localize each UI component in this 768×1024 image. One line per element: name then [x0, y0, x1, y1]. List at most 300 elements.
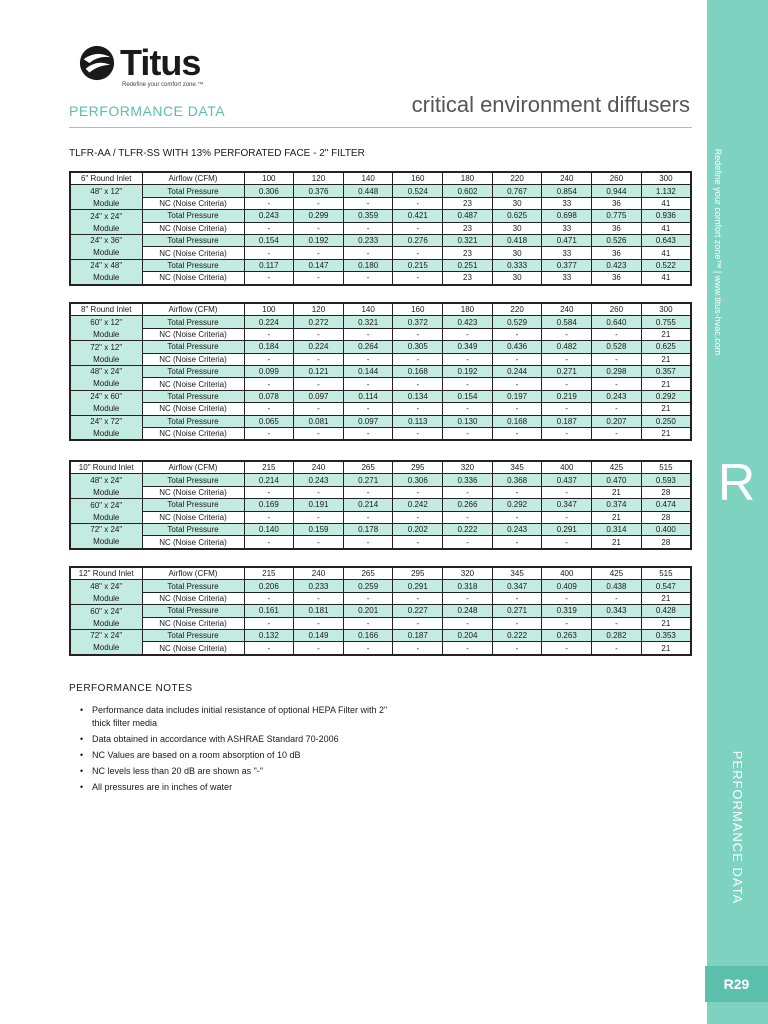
- row-label-noise-criteria: NC (Noise Criteria): [142, 353, 244, 365]
- nc-value: 21: [641, 328, 691, 340]
- pressure-value: 0.936: [641, 210, 691, 222]
- pressure-value: 0.602: [443, 185, 493, 197]
- table-row: [70, 499, 691, 511]
- pressure-value: 0.159: [294, 523, 344, 535]
- pressure-value: 0.276: [393, 234, 443, 246]
- inlet-label: 12" Round Inlet: [70, 567, 142, 580]
- pressure-value: 0.528: [592, 341, 642, 353]
- pressure-value: 0.233: [343, 234, 393, 246]
- pressure-value: 0.168: [393, 365, 443, 377]
- pressure-value: 0.298: [592, 365, 642, 377]
- airflow-value: 240: [542, 172, 592, 185]
- row-label-total-pressure: Total Pressure: [142, 365, 244, 377]
- logo-tagline: Redefine your comfort zone.™: [122, 82, 204, 88]
- nc-value: -: [443, 427, 493, 440]
- pressure-value: 0.336: [443, 474, 493, 486]
- nc-value: -: [393, 403, 443, 415]
- nc-value: -: [492, 592, 542, 604]
- airflow-value: 300: [641, 172, 691, 185]
- airflow-value: 160: [393, 303, 443, 316]
- nc-value: -: [343, 536, 393, 549]
- pressure-value: 0.305: [393, 341, 443, 353]
- nc-value: 41: [641, 222, 691, 234]
- performance-table: [69, 460, 692, 550]
- table-title: TLFR-AA / TLFR-SS WITH 13% PERFORATED FACE - 2" FILTER: [69, 148, 365, 159]
- airflow-value: 120: [294, 172, 344, 185]
- pressure-value: 0.767: [492, 185, 542, 197]
- pressure-value: 0.187: [393, 629, 443, 641]
- pressure-value: 0.178: [343, 523, 393, 535]
- airflow-value: 425: [592, 567, 642, 580]
- module-label: Module: [70, 536, 142, 549]
- logo-wordmark: Titus: [120, 42, 201, 83]
- pressure-value: 0.097: [343, 415, 393, 427]
- airflow-value: 180: [443, 303, 493, 316]
- pressure-value: 0.219: [542, 390, 592, 402]
- titus-logo: [78, 40, 218, 92]
- pressure-value: 0.448: [343, 185, 393, 197]
- pressure-value: 0.321: [343, 316, 393, 328]
- nc-value: 33: [542, 247, 592, 259]
- nc-value: -: [244, 272, 294, 285]
- note-item: • All pressures are in inches of water: [80, 781, 390, 794]
- nc-value: -: [492, 378, 542, 390]
- nc-value: -: [343, 511, 393, 523]
- nc-value: -: [294, 272, 344, 285]
- table-row: [70, 642, 691, 655]
- airflow-value: 515: [641, 567, 691, 580]
- row-label-total-pressure: Total Pressure: [142, 185, 244, 197]
- row-label-total-pressure: Total Pressure: [142, 259, 244, 271]
- nc-value: -: [492, 511, 542, 523]
- pressure-value: 0.377: [542, 259, 592, 271]
- row-label-noise-criteria: NC (Noise Criteria): [142, 222, 244, 234]
- nc-value: -: [542, 427, 592, 440]
- pressure-value: 0.187: [542, 415, 592, 427]
- nc-value: -: [393, 642, 443, 655]
- nc-value: -: [542, 486, 592, 498]
- nc-value: -: [343, 328, 393, 340]
- pressure-value: 0.214: [343, 499, 393, 511]
- airflow-value: 100: [244, 303, 294, 316]
- nc-value: 21: [641, 427, 691, 440]
- nc-value: -: [343, 486, 393, 498]
- pressure-value: 0.248: [443, 605, 493, 617]
- module-label: Module: [70, 247, 142, 259]
- pressure-value: 0.428: [641, 605, 691, 617]
- pressure-value: 0.233: [294, 580, 344, 592]
- airflow-value: 240: [542, 303, 592, 316]
- nc-value: 28: [641, 511, 691, 523]
- airflow-value: 300: [641, 303, 691, 316]
- airflow-value: 180: [443, 172, 493, 185]
- module-size: 24" x 48": [70, 259, 142, 271]
- module-size: 24" x 36": [70, 234, 142, 246]
- nc-value: -: [542, 378, 592, 390]
- nc-value: 36: [592, 272, 642, 285]
- module-label: Module: [70, 592, 142, 604]
- pressure-value: 0.400: [641, 523, 691, 535]
- airflow-label: Airflow (CFM): [142, 172, 244, 185]
- row-label-noise-criteria: NC (Noise Criteria): [142, 378, 244, 390]
- table-row: [70, 222, 691, 234]
- nc-value: -: [592, 642, 642, 655]
- nc-value: 30: [492, 247, 542, 259]
- page-title: critical environment diffusers: [411, 92, 690, 117]
- nc-value: 23: [443, 247, 493, 259]
- nc-value: -: [542, 328, 592, 340]
- performance-table: [69, 566, 692, 656]
- pressure-value: 0.169: [244, 499, 294, 511]
- pressure-value: 0.487: [443, 210, 493, 222]
- pressure-value: 0.271: [343, 474, 393, 486]
- pressure-value: 0.471: [542, 234, 592, 246]
- pressure-value: 0.192: [443, 365, 493, 377]
- pressure-value: 0.374: [592, 499, 642, 511]
- pressure-value: 0.207: [592, 415, 642, 427]
- airflow-value: 160: [393, 172, 443, 185]
- table-row: [70, 234, 691, 246]
- nc-value: -: [294, 353, 344, 365]
- module-label: Module: [70, 272, 142, 285]
- nc-value: -: [492, 536, 542, 549]
- pressure-value: 0.140: [244, 523, 294, 535]
- section-letter: R: [717, 454, 756, 512]
- table-row: [70, 272, 691, 285]
- pressure-value: 0.250: [641, 415, 691, 427]
- nc-value: -: [542, 592, 592, 604]
- nc-value: -: [492, 486, 542, 498]
- nc-value: -: [492, 427, 542, 440]
- row-label-noise-criteria: NC (Noise Criteria): [142, 536, 244, 549]
- pressure-value: 0.259: [343, 580, 393, 592]
- nc-value: -: [592, 353, 642, 365]
- row-label-total-pressure: Total Pressure: [142, 629, 244, 641]
- nc-value: -: [343, 247, 393, 259]
- note-item: • Performance data includes initial resistance of optional HEPA Filter with 2" thick filter media: [80, 704, 390, 730]
- pressure-value: 0.224: [244, 316, 294, 328]
- pressure-value: 0.347: [492, 580, 542, 592]
- nc-value: 21: [641, 378, 691, 390]
- nc-value: -: [294, 617, 344, 629]
- nc-value: -: [343, 378, 393, 390]
- note-item: • Data obtained in accordance with ASHRAE Standard 70-2006: [80, 733, 390, 746]
- pressure-value: 0.409: [542, 580, 592, 592]
- table-header-row: [70, 461, 691, 474]
- pressure-value: 0.547: [641, 580, 691, 592]
- table-row: [70, 185, 691, 197]
- row-label-noise-criteria: NC (Noise Criteria): [142, 197, 244, 209]
- nc-value: 23: [443, 197, 493, 209]
- nc-value: -: [343, 427, 393, 440]
- table-row: [70, 592, 691, 604]
- pressure-value: 0.372: [393, 316, 443, 328]
- pressure-value: 0.321: [443, 234, 493, 246]
- pressure-value: 0.593: [641, 474, 691, 486]
- nc-value: 33: [542, 222, 592, 234]
- airflow-value: 515: [641, 461, 691, 474]
- row-label-noise-criteria: NC (Noise Criteria): [142, 247, 244, 259]
- pressure-value: 0.227: [393, 605, 443, 617]
- nc-value: 41: [641, 197, 691, 209]
- nc-value: 21: [592, 536, 642, 549]
- pressure-value: 0.134: [393, 390, 443, 402]
- module-size: 60" x 12": [70, 316, 142, 328]
- pressure-value: 0.161: [244, 605, 294, 617]
- nc-value: -: [244, 197, 294, 209]
- nc-value: 36: [592, 247, 642, 259]
- nc-value: -: [343, 222, 393, 234]
- pressure-value: 0.202: [393, 523, 443, 535]
- nc-value: -: [393, 486, 443, 498]
- titus-swirl-icon: [78, 44, 116, 82]
- nc-value: -: [294, 486, 344, 498]
- performance-table: [69, 171, 692, 286]
- module-size: 72" x 24": [70, 629, 142, 641]
- airflow-value: 320: [443, 461, 493, 474]
- nc-value: -: [244, 511, 294, 523]
- pressure-value: 0.121: [294, 365, 344, 377]
- nc-value: -: [244, 592, 294, 604]
- nc-value: -: [443, 536, 493, 549]
- pressure-value: 0.197: [492, 390, 542, 402]
- row-label-noise-criteria: NC (Noise Criteria): [142, 486, 244, 498]
- nc-value: -: [343, 642, 393, 655]
- module-size: 24" x 60": [70, 390, 142, 402]
- table-row: [70, 474, 691, 486]
- nc-value: 23: [443, 222, 493, 234]
- pressure-value: 0.524: [393, 185, 443, 197]
- pressure-value: 0.130: [443, 415, 493, 427]
- table-header-row: [70, 172, 691, 185]
- pressure-value: 0.944: [592, 185, 642, 197]
- pressure-value: 0.263: [542, 629, 592, 641]
- nc-value: -: [542, 403, 592, 415]
- nc-value: -: [244, 378, 294, 390]
- module-label: Module: [70, 403, 142, 415]
- nc-value: 36: [592, 197, 642, 209]
- nc-value: -: [244, 536, 294, 549]
- pressure-value: 0.132: [244, 629, 294, 641]
- pressure-value: 0.222: [443, 523, 493, 535]
- nc-value: -: [294, 642, 344, 655]
- inlet-label: 10" Round Inlet: [70, 461, 142, 474]
- pressure-value: 0.306: [244, 185, 294, 197]
- nc-value: -: [343, 403, 393, 415]
- module-label: Module: [70, 642, 142, 655]
- pressure-value: 0.333: [492, 259, 542, 271]
- pressure-value: 0.343: [592, 605, 642, 617]
- pressure-value: 1.132: [641, 185, 691, 197]
- module-label: Module: [70, 222, 142, 234]
- pressure-value: 0.222: [492, 629, 542, 641]
- pressure-value: 0.154: [443, 390, 493, 402]
- pressure-value: 0.206: [244, 580, 294, 592]
- pressure-value: 0.078: [244, 390, 294, 402]
- pressure-value: 0.264: [343, 341, 393, 353]
- side-url-text: Redefine your comfort zone™ | www.titus-hvac.com: [713, 148, 723, 356]
- nc-value: -: [294, 197, 344, 209]
- module-label: Module: [70, 617, 142, 629]
- pressure-value: 0.292: [641, 390, 691, 402]
- pressure-value: 0.215: [393, 259, 443, 271]
- nc-value: -: [542, 511, 592, 523]
- airflow-value: 215: [244, 567, 294, 580]
- nc-value: -: [542, 353, 592, 365]
- pressure-value: 0.272: [294, 316, 344, 328]
- airflow-value: 240: [294, 461, 344, 474]
- table-row: [70, 617, 691, 629]
- notes-list: [80, 704, 390, 797]
- pressure-value: 0.271: [542, 365, 592, 377]
- table-header-row: [70, 303, 691, 316]
- pressure-value: 0.181: [294, 605, 344, 617]
- nc-value: -: [393, 353, 443, 365]
- nc-value: -: [343, 617, 393, 629]
- airflow-value: 140: [343, 303, 393, 316]
- pressure-value: 0.775: [592, 210, 642, 222]
- nc-value: 21: [592, 486, 642, 498]
- pressure-value: 0.584: [542, 316, 592, 328]
- nc-value: -: [393, 511, 443, 523]
- nc-value: -: [393, 247, 443, 259]
- pressure-value: 0.522: [641, 259, 691, 271]
- pressure-value: 0.357: [641, 365, 691, 377]
- nc-value: -: [592, 378, 642, 390]
- pressure-value: 0.291: [393, 580, 443, 592]
- pressure-value: 0.482: [542, 341, 592, 353]
- row-label-noise-criteria: NC (Noise Criteria): [142, 617, 244, 629]
- nc-value: -: [492, 328, 542, 340]
- pressure-value: 0.314: [592, 523, 642, 535]
- pressure-value: 0.470: [592, 474, 642, 486]
- pressure-value: 0.117: [244, 259, 294, 271]
- nc-value: -: [443, 486, 493, 498]
- nc-value: -: [294, 247, 344, 259]
- row-label-total-pressure: Total Pressure: [142, 390, 244, 402]
- nc-value: -: [592, 427, 642, 440]
- nc-value: -: [443, 378, 493, 390]
- pressure-value: 0.625: [492, 210, 542, 222]
- nc-value: -: [244, 247, 294, 259]
- nc-value: 21: [641, 642, 691, 655]
- pressure-value: 0.113: [393, 415, 443, 427]
- nc-value: -: [592, 328, 642, 340]
- pressure-value: 0.349: [443, 341, 493, 353]
- airflow-value: 320: [443, 567, 493, 580]
- airflow-value: 100: [244, 172, 294, 185]
- pressure-value: 0.319: [542, 605, 592, 617]
- nc-value: -: [393, 328, 443, 340]
- airflow-value: 345: [492, 461, 542, 474]
- nc-value: -: [244, 353, 294, 365]
- airflow-value: 120: [294, 303, 344, 316]
- nc-value: 21: [641, 617, 691, 629]
- pressure-value: 0.214: [244, 474, 294, 486]
- pressure-value: 0.436: [492, 341, 542, 353]
- nc-value: -: [393, 536, 443, 549]
- table-row: [70, 427, 691, 440]
- pressure-value: 0.154: [244, 234, 294, 246]
- nc-value: -: [244, 222, 294, 234]
- pressure-value: 0.244: [492, 365, 542, 377]
- nc-value: -: [542, 536, 592, 549]
- nc-value: 28: [641, 536, 691, 549]
- nc-value: -: [443, 617, 493, 629]
- pressure-value: 0.291: [542, 523, 592, 535]
- nc-value: -: [294, 222, 344, 234]
- nc-value: -: [294, 403, 344, 415]
- row-label-total-pressure: Total Pressure: [142, 580, 244, 592]
- module-size: 72" x 24": [70, 523, 142, 535]
- nc-value: 21: [641, 403, 691, 415]
- row-label-noise-criteria: NC (Noise Criteria): [142, 642, 244, 655]
- pressure-value: 0.625: [641, 341, 691, 353]
- row-label-noise-criteria: NC (Noise Criteria): [142, 272, 244, 285]
- nc-value: -: [492, 617, 542, 629]
- inlet-label: 6" Round Inlet: [70, 172, 142, 185]
- nc-value: -: [294, 427, 344, 440]
- pressure-value: 0.184: [244, 341, 294, 353]
- airflow-value: 295: [393, 567, 443, 580]
- module-label: Module: [70, 197, 142, 209]
- nc-value: -: [443, 592, 493, 604]
- module-size: 48" x 24": [70, 474, 142, 486]
- pressure-value: 0.423: [592, 259, 642, 271]
- module-size: 60" x 24": [70, 499, 142, 511]
- nc-value: -: [393, 592, 443, 604]
- nc-value: -: [492, 642, 542, 655]
- table-row: [70, 353, 691, 365]
- pressure-value: 0.526: [592, 234, 642, 246]
- nc-value: 30: [492, 222, 542, 234]
- pressure-value: 0.282: [592, 629, 642, 641]
- pressure-value: 0.376: [294, 185, 344, 197]
- module-size: 48" x 24": [70, 580, 142, 592]
- airflow-label: Airflow (CFM): [142, 461, 244, 474]
- pressure-value: 0.421: [393, 210, 443, 222]
- pressure-value: 0.306: [393, 474, 443, 486]
- nc-value: -: [294, 511, 344, 523]
- pressure-value: 0.698: [542, 210, 592, 222]
- table-row: [70, 390, 691, 402]
- module-label: Module: [70, 427, 142, 440]
- nc-value: -: [343, 353, 393, 365]
- airflow-value: 220: [492, 303, 542, 316]
- table-row: [70, 486, 691, 498]
- pressure-value: 0.418: [492, 234, 542, 246]
- nc-value: 28: [641, 486, 691, 498]
- pressure-value: 0.204: [443, 629, 493, 641]
- notes-title: PERFORMANCE NOTES: [69, 683, 193, 694]
- row-label-total-pressure: Total Pressure: [142, 523, 244, 535]
- nc-value: -: [244, 486, 294, 498]
- note-item: • NC Values are based on a room absorption of 10 dB: [80, 749, 390, 762]
- module-size: 24" x 24": [70, 210, 142, 222]
- row-label-total-pressure: Total Pressure: [142, 316, 244, 328]
- module-size: 48" x 24": [70, 365, 142, 377]
- nc-value: 21: [592, 511, 642, 523]
- nc-value: -: [393, 617, 443, 629]
- nc-value: -: [393, 427, 443, 440]
- module-size: 72" x 12": [70, 341, 142, 353]
- pressure-value: 0.191: [294, 499, 344, 511]
- nc-value: -: [343, 592, 393, 604]
- table-row: [70, 415, 691, 427]
- nc-value: 41: [641, 272, 691, 285]
- airflow-value: 265: [343, 461, 393, 474]
- module-label: Module: [70, 486, 142, 498]
